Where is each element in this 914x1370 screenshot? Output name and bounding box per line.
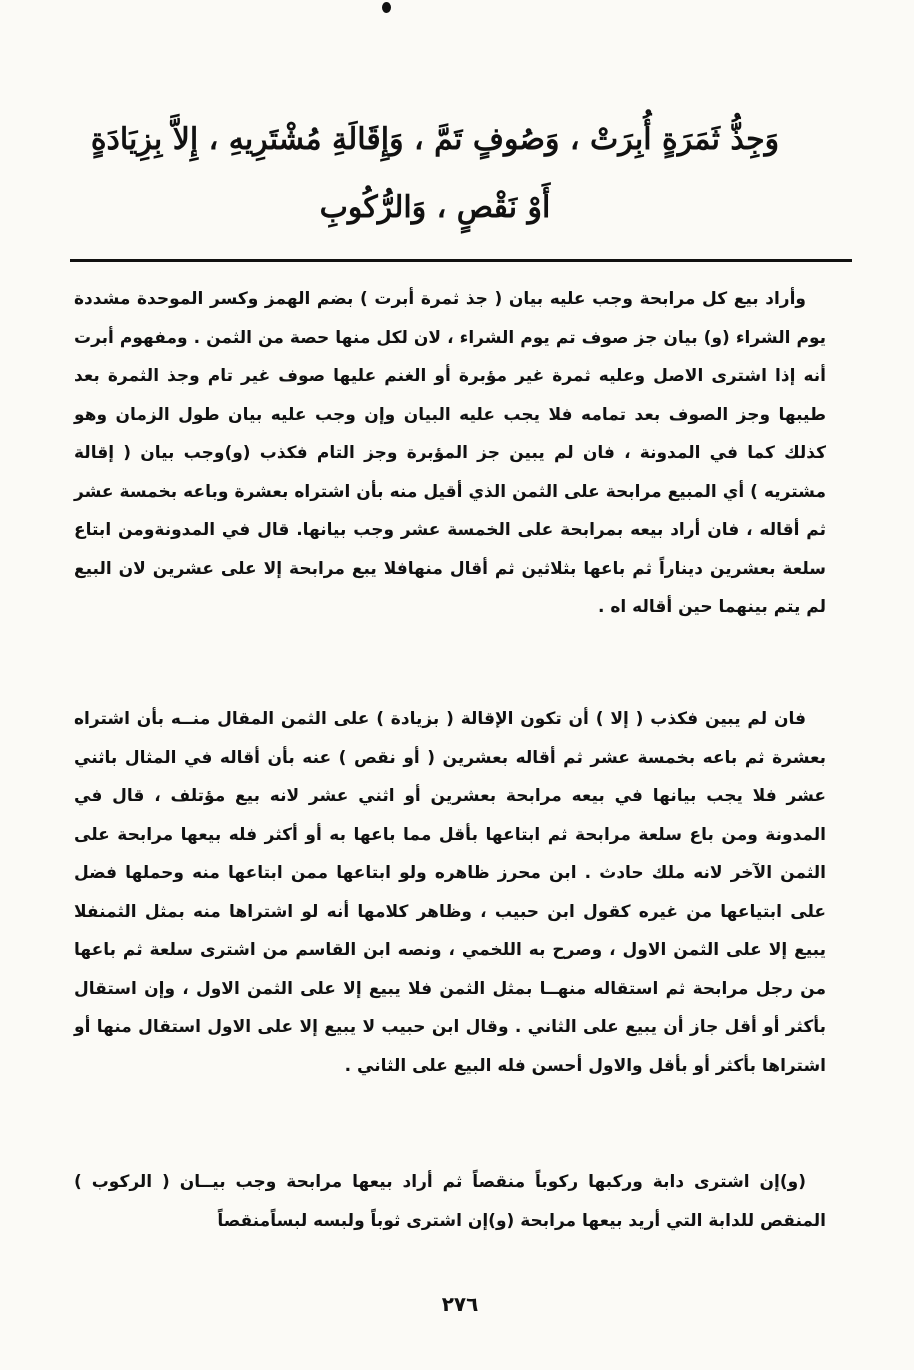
ink-speck — [382, 2, 391, 13]
paragraph-text: وأراد بيع كل مرابحة وجب عليه بيان ( جذ ثمرة أبرت ) بضم الهمز وكسر الموحدة مشددة يوم الشراء (و) بيان جز صوف تم يوم الشراء ، لان لكل منها حصة من الثمن . ومفهوم أبرت أنه إذا اشترى الاصل وعليه ثمرة غير مؤبرة أو الغنم عليها صوف غير تام وجذ الثمرة بعد طيبها وجز الصوف بعد تمامه فلا يجب عليه البيان وإن وجب عليه بيان طول الزمان وهو كذلك كما في المدونة ، فان لم يبين جز المؤبرة وجز التام فكذب (و)وجب بيان ( إقالة مشتريه ) أي المبيع مرابحة على الثمن الذي أقيل منه بأن اشتراه بعشرة وباعه بخمسة عشر ثم أقاله ، فان أراد بيعه بمرابحة على الخمسة عشر وجب بيانها. قال في المدونةومن ابتاع سلعة بعشرين ديناراً ثم باعها بثلاثين ثم أقال منهافلا يبع مرابحة إلا على عشرين لان البيع لم يتم بينهما حين أقاله اه . — [74, 289, 826, 617]
header-rule — [70, 259, 852, 262]
commentary-paragraph-3 — [74, 1163, 826, 1240]
matn-line-1: وَجِذُّ ثَمَرَةٍ أُبِرَتْ ، وَصُوفٍ تَمَّ ، وَإِقَالَةِ مُشْتَرِيهِ ، إِلاَّ بِزِيَادَةٍ — [90, 122, 780, 157]
commentary-paragraph-2 — [74, 700, 826, 1085]
commentary-paragraph-1 — [74, 280, 826, 627]
matn-line-2: أَوْ نَقْصٍ ، وَالرُّكُوبِ — [319, 190, 551, 225]
page-number: ٢٧٦ — [441, 1292, 479, 1316]
paragraph-text: (و)إن اشترى دابة وركبها ركوباً منقصاً ثم أراد بيعها مرابحة وجب بيــان ( الركوب ) المنقص للدابة التي أريد بيعها مرابحة (و)إن اشترى ثوباً ولبسه لبساًمنقصاً — [74, 1172, 826, 1231]
paragraph-text: فان لم يبين فكذب ( إلا ) أن تكون الإقالة ( بزيادة ) على الثمن المقال منــه بأن اشتراه بعشرة ثم باعه بخمسة عشر ثم أقاله بعشرين ( أو نقص ) عنه بأن أقاله في المثال باثني عشر فلا يجب بيانها في بيعه مرابحة بعشرين أو اثني عشر لانه بيع مؤتلف ، قال في المدونة ومن باع سلعة مرابحة ثم ابتاعها بأقل مما باعها به أو أكثر فله بيعها مرابحة على الثمن الآخر لانه ملك حادث . ابن محرز ظاهره ولو ابتاعها ممن ابتاعها منه وحملها فضل على ابتياعها من غيره كقول ابن حبيب ، وظاهر كلامها أنه لو اشتراها منه بمثل الثمنفلا يبيع إلا على الثمن الاول ، وصرح به اللخمي ، ونصه ابن القاسم من اشترى سلعة ثم باعها من رجل مرابحة ثم استقاله منهــا بمثل الثمن فلا يبيع إلا على الثمن الاول ، وإن استقال بأكثر أو أقل جاز أن يبيع على الثاني . وقال ابن حبيب لا يبيع إلا على الاول استقال منها أو اشتراها بأكثر أو بأقل والاول أحسن فله البيع على الثاني . — [74, 709, 826, 1076]
